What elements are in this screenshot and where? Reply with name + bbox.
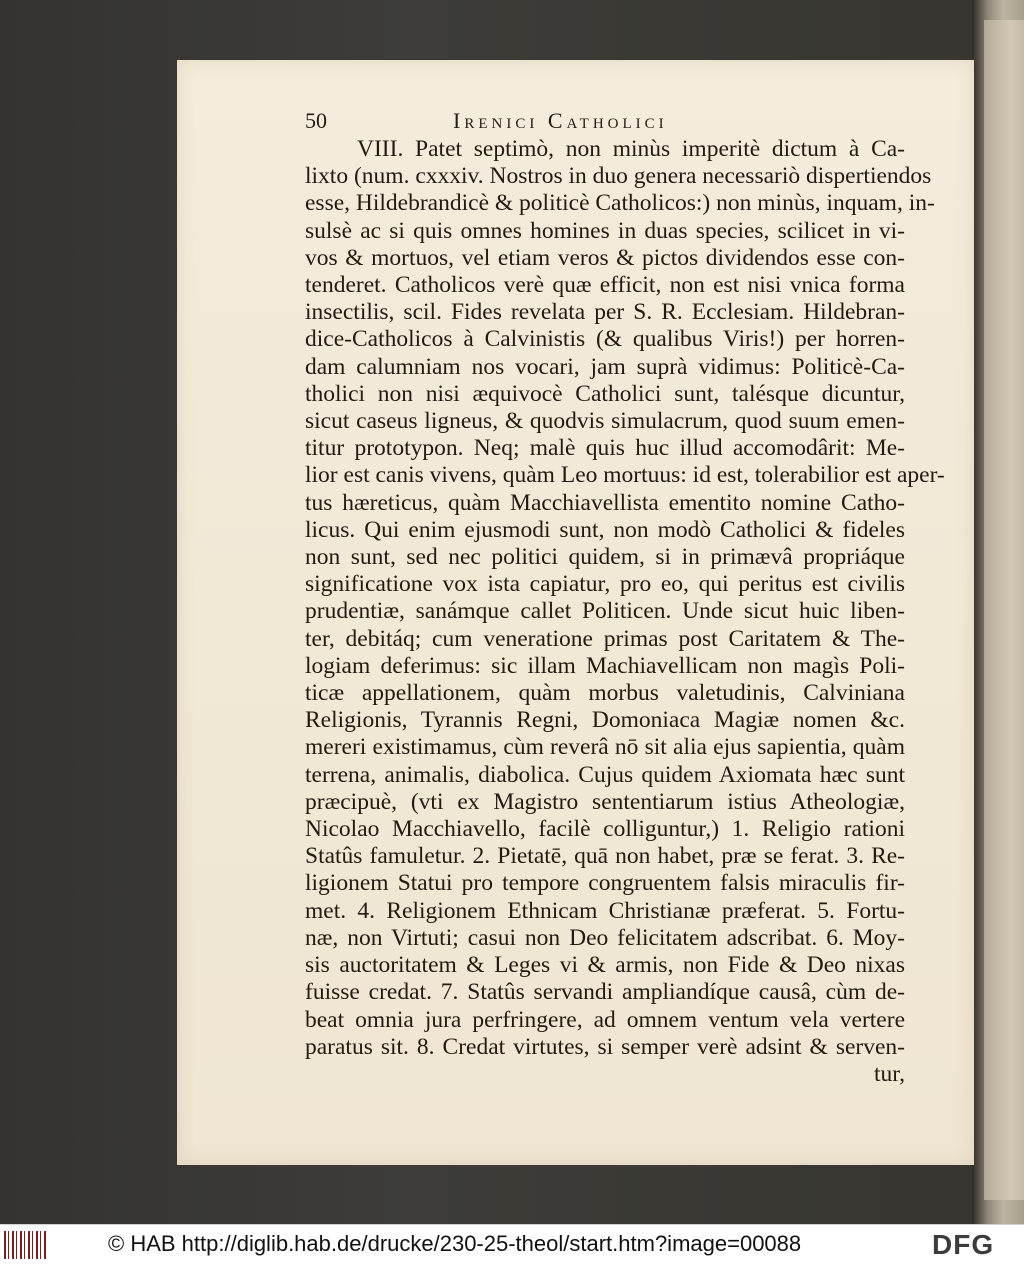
text-line: Religionis, Tyrannis Regni, Domoniaca Magiæ nomen &c. <box>305 707 905 734</box>
text-line: vos & mortuos, vel etiam veros & pictos dividendos esse con- <box>305 244 905 271</box>
text-line: VIII. Patet septimò, non minùs imperitè dictum à Ca- <box>357 136 905 162</box>
text-line: næ, non Virtuti; casui non Deo felicitatem adscribat. 6. Moy- <box>305 924 905 951</box>
body-text <box>305 136 945 1088</box>
text-line: tenderet. Catholicos verè quæ efficit, non est nisi vnica forma <box>305 272 905 299</box>
text-line: fuisse credat. 7. Statûs servandi ampliandíque causâ, cùm de- <box>305 979 905 1006</box>
source-url[interactable]: © HAB http://diglib.hab.de/drucke/230-25-theol/start.htm?image=00088 <box>108 1231 802 1256</box>
text-line: dice-Catholicos à Calvinistis (& qualibus Viris!) per horren- <box>305 326 905 353</box>
text-line: lior est canis vivens, quàm Leo mortuus: id est, tolerabilior est aper- <box>305 462 945 489</box>
text-line: præcipuè, (vti ex Magistro sententiarum istius Atheologiæ, <box>305 788 905 815</box>
text-line: lixto (num. cxxxiv. Nostros in duo genera necessariò dispertiendos <box>305 163 932 190</box>
text-line: prudentiæ, sanámque callet Politicen. Unde sicut huic liben- <box>305 598 905 625</box>
text-line: tus hæreticus, quàm Macchiavellista ementito nomine Catho- <box>305 489 905 516</box>
next-page-paper <box>984 20 1024 1200</box>
page-header <box>303 108 763 138</box>
text-line: Nicolao Macchiavello, facilè colliguntur,) 1. Religio rationi <box>305 816 905 843</box>
text-line: ligionem Statui pro tempore congruentem falsis miraculis fir- <box>305 870 905 897</box>
text-line: logiam deferimus: sic illam Machiavellicam non magìs Poli- <box>305 652 905 679</box>
text-line: significatione vox ista capiatur, pro eo, qui peritus est civilis <box>305 571 905 598</box>
running-title: Irenici Catholici <box>453 108 668 133</box>
footer-bar <box>0 1224 1024 1266</box>
text-line: beat omnia jura perfringere, ad omnem ventum vela vertere <box>305 1006 905 1033</box>
text-line: mereri existimamus, cùm reverâ nō sit alia ejus sapientia, quàm <box>305 734 905 761</box>
barcode-icon <box>4 1231 46 1259</box>
text-line: sulsè ac si quis omnes homines in duas species, scilicet in vi- <box>305 217 905 244</box>
text-line: titur prototypon. Neq; malè quis huc illud accomodârit: Me- <box>305 435 905 462</box>
text-line: ticæ appellationem, quàm morbus valetudinis, Calviniana <box>305 680 905 707</box>
text-line: esse, Hildebrandicè & politicè Catholicos:) non minùs, inquam, in- <box>305 190 935 217</box>
text-line: met. 4. Religionem Ethnicam Christianæ præferat. 5. Fortu- <box>305 897 905 924</box>
dfg-logo: DFG <box>932 1229 995 1260</box>
text-line: insectilis, scil. Fides revelata per S. R. Ecclesiam. Hildebran- <box>305 299 905 326</box>
text-line: terrena, animalis, diabolica. Cujus quidem Axiomata hæc sunt <box>305 761 905 788</box>
text-line: licus. Qui enim ejusmodi sunt, non modò Catholici & fideles <box>305 516 905 543</box>
catchword: tur, <box>873 1060 905 1087</box>
page-number: 50 <box>305 108 327 133</box>
text-line: Statûs famuletur. 2. Pietatē, quā non habet, præ se ferat. 3. Re- <box>305 843 905 870</box>
text-line: tholici non nisi æquivocè Catholici sunt, talésque dicuntur, <box>305 380 905 407</box>
text-line: sicut caseus ligneus, & quodvis simulacrum, quod suum emen- <box>305 408 905 435</box>
text-line: paratus sit. 8. Credat virtutes, si semper verè adsint & serven- <box>305 1033 905 1060</box>
text-line: sis auctoritatem & Leges vi & armis, non Fide & Deo nixas <box>305 952 905 979</box>
text-line: dam calumniam nos vocari, jam suprà vidimus: Politicè-Ca- <box>305 353 905 380</box>
text-line: ter, debitáq; cum veneratione primas post Caritatem & The- <box>305 625 905 652</box>
text-line: non sunt, sed nec politici quidem, si in primævâ propriáque <box>305 544 905 571</box>
